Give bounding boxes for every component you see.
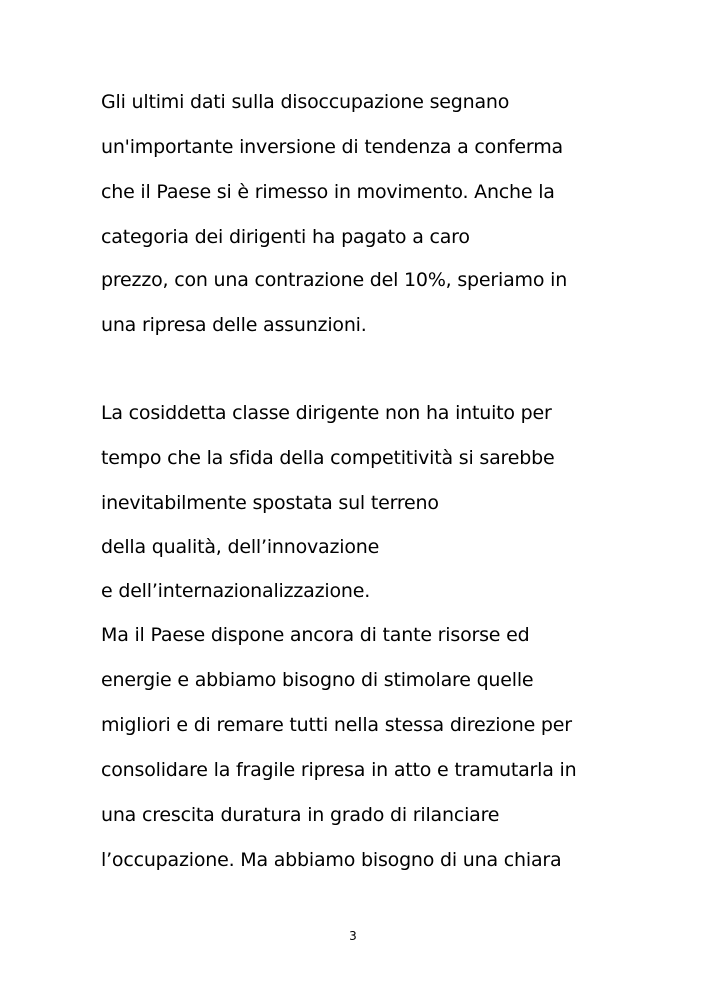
text-line: un'importante inversione di tendenza a conferma [101, 136, 563, 158]
text-line: tempo che la sfida della competitività si sarebbe [101, 447, 555, 469]
text-line: La cosiddetta classe dirigente non ha intuito per [101, 402, 552, 424]
text-line: e dell’internazionalizzazione. [101, 580, 371, 602]
text-line: l’occupazione. Ma abbiamo bisogno di una chiara [101, 849, 562, 871]
text-line: inevitabilmente spostata sul terreno [101, 492, 439, 514]
text-line: categoria dei dirigenti ha pagato a caro [101, 226, 470, 248]
text-line: energie e abbiamo bisogno di stimolare quelle [101, 669, 534, 691]
text-line: che il Paese si è rimesso in movimento. Anche la [101, 181, 555, 203]
text-line: una ripresa delle assunzioni. [101, 314, 367, 336]
text-line: prezzo, con una contrazione del 10%, speriamo in [101, 269, 568, 291]
page-number: 3 [349, 929, 357, 943]
text-line: della qualità, dell’innovazione [101, 536, 380, 558]
text-line: Ma il Paese dispone ancora di tante risorse ed [101, 624, 530, 646]
text-line: consolidare la fragile ripresa in atto e tramutarla in [101, 759, 577, 781]
text-line: una crescita duratura in grado di rilanciare [101, 804, 500, 826]
text-line: Gli ultimi dati sulla disoccupazione segnano [101, 91, 510, 113]
text-line: migliori e di remare tutti nella stessa direzione per [101, 714, 572, 736]
